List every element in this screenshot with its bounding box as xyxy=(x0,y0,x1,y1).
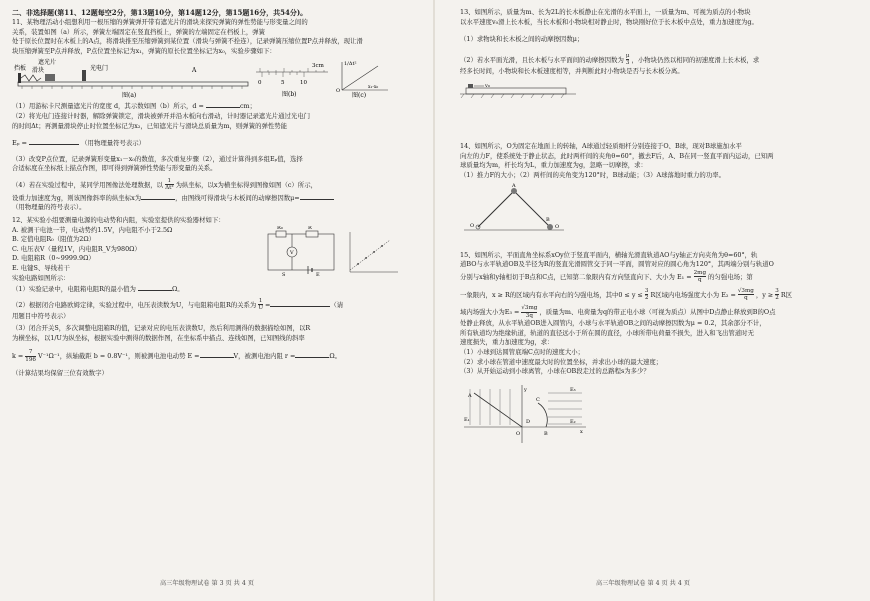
q14-figure xyxy=(460,183,570,235)
label-a: A xyxy=(468,392,472,399)
page-fold xyxy=(433,0,435,601)
q15-stem-line: 道BO与水平轨道OB及半径为R的竖直光滑圆管交于同一平面，圆管对应的圆心角为120°，其两端分别与轨道O xyxy=(460,260,774,269)
figure-a-apparatus xyxy=(12,58,252,98)
q13-stem-line: 13、如图所示，质量为m、长为2L的长木板静止在光滑的水平面上，一质量为m、可视为质点的小物块 xyxy=(460,8,751,16)
q15-stem-line: 处静止释放，从水平轨道OB进入圆管内，小球与水平轨道OB之间的动摩擦因数为μ = 0.2，其余部分不计， xyxy=(460,319,766,328)
q15-figure xyxy=(460,383,590,445)
fraction-mu-over-3: $\frac{\mu}{3}$ xyxy=(625,52,630,67)
label-plate: 挡板 xyxy=(14,65,27,73)
pipe-arc xyxy=(538,403,547,427)
q15-stem-line: 15、如图所示，平面直角坐标系xOy位于竖直平面内，横轴光滑直轨道AO与y轴正方向夹角为θ=60°，轨 xyxy=(460,250,758,259)
left-page xyxy=(0,0,432,601)
label-a: A xyxy=(512,182,516,189)
q12-stem: 12、某实验小组要测量电源的电动势和内阻，实验室提供的实验器材如下： xyxy=(12,215,225,224)
resistor-box-r xyxy=(306,231,318,237)
q15-sub: （1）小球到达圆管底端C点时的速度大小； xyxy=(460,347,584,356)
label-b: B xyxy=(544,430,548,437)
q13-figure xyxy=(460,78,580,100)
q11-step2-line: 的时间Δt；再测量滑块停止时位置坐标记为x₂，已知遮光片与滑块总质量为m，则弹簧的弹性势能 xyxy=(12,121,288,130)
label-r0: R₀ xyxy=(277,225,283,231)
q11-step4-c: 设重力加速度为g，则该图像斜率的纵坐标x为 ，由图线可得滑块与木板间的动摩擦因数μ= xyxy=(12,192,422,204)
rod-oa xyxy=(478,191,514,227)
fraction-e1: $\frac{2mg}{q}$ xyxy=(693,269,707,284)
resistor-r0 xyxy=(276,231,286,237)
graph-origin: O xyxy=(336,88,341,95)
q11-stem-line: 11、某物理活动小组想利用一根压缩的弹簧弹开带有遮光片的滑块来探究弹簧的弹性势能与形变量之间的 xyxy=(12,18,308,26)
q13-sub2-c: 经多长时间，小物块和长木板速度相等，并判断此时小物块是否与长木板分离。 xyxy=(460,66,684,75)
q13-sub2: （2）若水平面光滑，且长木板与水平面间的动摩擦因数为 $\frac{\mu}{3}$ ，小物块仍然以相同的初速度滑上长木板，求 xyxy=(460,52,760,67)
q12-items-row xyxy=(12,226,422,284)
question-15 xyxy=(460,251,858,445)
question-12 xyxy=(12,216,422,379)
fraction-e3: $\frac{√3mg}{3q}$ xyxy=(521,305,538,319)
q15-stem-line: 一象限内，x ≥ R的区域内有水平向右的匀强电场，其中0 ≤ y ≤ $\frac{3}{2}$ R区域内电场强度大小为 E₂ = $\frac{√3mg}{q}$ ，y ≥ $\frac{3}{2}$ R区 xyxy=(460,287,793,301)
field-lines-e2 xyxy=(548,393,582,424)
vernier-cm-label: 3cm xyxy=(312,63,324,70)
track-ao xyxy=(474,393,522,427)
answer-blank[interactable] xyxy=(141,192,175,200)
q13-sub1: （1）求物块和长木板之间的动摩擦因数μ； xyxy=(460,35,584,44)
q11-step4-e: （用物理量的符号表示）。 xyxy=(12,203,86,212)
q12-note: （计算结果均保留三位有效数字） xyxy=(12,369,108,378)
vernier-label-0: 0 xyxy=(258,80,262,87)
q11-stem-line: 关系，装置如图（a）所示，弹簧左端固定在竖直挡板上，弹簧的左端固定在档板上，弹簧 xyxy=(12,27,266,36)
q12-item: A. 被测干电池一节，电动势约1.5V，内电阻不小于2.5Ω xyxy=(12,225,173,234)
vernier-label-10: 10 xyxy=(300,80,307,87)
label-b: B xyxy=(546,216,550,223)
q15-stem-line: 分别与x轴和y轴相切于B点和C点，已知第二象限内有方向竖直向下、大小为 E₁ = $\frac{2mg}{q}$ 的匀强电场；第 xyxy=(460,269,753,284)
q13-stem-line: 以水平速度v₀滑上长木板，当长木板和小物块相对静止时，物块刚好位于长木板中点处，重力加速度为g。 xyxy=(460,17,758,26)
q11-stem-line: 块压缩弹簧至P点并释放，P点位置坐标记为x₁，弹簧的原长位置坐标记为x₀，实验步骤如下： xyxy=(12,46,276,55)
label-o: O xyxy=(470,222,475,229)
question-11 xyxy=(12,18,422,213)
ruler-ticks xyxy=(22,86,242,89)
circuit-diagram xyxy=(262,226,342,278)
answer-blank[interactable] xyxy=(206,100,240,108)
q15-stem-line: 所有轨道均为绝缘轨道，轨道的直径远小于所在圆的直径，小球所带电荷量不损失，进入和飞出管道时无 xyxy=(460,328,754,337)
graph-y-label: 1/Δt² xyxy=(344,61,357,68)
fig-c-caption: 图(c) xyxy=(352,92,367,99)
q15-stem-line: 域内场强大小为E₃ = $\frac{√3mg}{3q}$ ，质量为m、电荷量为q的带正电小球（可视为质点）从图中D点静止释放到B的O点 xyxy=(460,305,776,319)
label-o2: O xyxy=(555,223,560,230)
rod-ab xyxy=(514,191,550,227)
small-block-shape xyxy=(468,84,473,88)
q15-stem-line: 速度损失，重力加速度为g，求： xyxy=(460,338,554,347)
q14-stem-line: 球质量均为m，杆长均为L，重力加速度为g，忽略一切摩擦，求： xyxy=(460,161,647,170)
q12-item: C. 电压表V（量程1V，内电阻R_V为980Ω） xyxy=(12,244,141,253)
q11-step4: （4）若在实验过程中，某同学用图像法处理数据，以 $\frac{1}{\text{Δt²}}$ 为纵坐标，以x为横坐标得到图像如图（c）所示， xyxy=(12,177,317,192)
label-e: E xyxy=(316,271,320,278)
q12-item: D. 电阻箱R（0~9999.9Ω） xyxy=(12,254,95,263)
q12-graph xyxy=(342,226,402,278)
fraction-1-over-u: $\frac{1}{U}$ xyxy=(258,297,264,312)
fraction-e2: $\frac{√3mg}{q}$ xyxy=(737,287,754,301)
block-shape xyxy=(45,74,55,81)
fig-b-caption: 图(b) xyxy=(282,91,297,99)
label-r: R xyxy=(308,225,312,231)
board-shape xyxy=(18,82,248,86)
fig-a-caption: 图(a) xyxy=(122,92,137,99)
q11-figures xyxy=(12,58,422,98)
q15-sub: （3）从开始运动到小球离管，小球在OB段走过的总路程s为多少？ xyxy=(460,367,650,376)
answer-blank[interactable] xyxy=(29,137,79,145)
label-y: y xyxy=(524,386,527,393)
answer-blank[interactable] xyxy=(200,350,234,358)
q14-stem-line: 向左的力F，使系统处于静止状态，此时两杆间的夹角θ=60°，撤去F后，A、B在同一竖直平面内运动，已知两 xyxy=(460,151,774,160)
q12-proc2: （2）根据闭合电路欧姆定律，实验过程中，电压表读数为U，与电阻箱电阻R的关系为 $\frac{1}{U}$ = （请 xyxy=(12,297,344,312)
label-d: D xyxy=(526,418,531,425)
graph-x-label: x₁-x₀ xyxy=(368,85,379,91)
q12-proc-title: 实验电路如图所示： xyxy=(12,273,70,282)
figure-b-vernier xyxy=(252,58,332,98)
plate-shape xyxy=(18,73,21,83)
label-v0: v₀ xyxy=(485,83,490,90)
q12-proc2-c: 用题目中符号表示） xyxy=(12,311,70,320)
right-page xyxy=(436,0,870,601)
question-14 xyxy=(460,142,858,234)
footer-left: 高三年级物理试卷 第 3 页 共 4 页 xyxy=(160,580,254,587)
long-board-shape xyxy=(466,88,566,94)
vernier-sub-ticks xyxy=(262,72,304,77)
fraction-3-over-2: $\frac{3}{2}$ xyxy=(644,287,649,301)
fraction-3-over-2b: $\frac{3}{2}$ xyxy=(775,287,779,301)
q11-step3-line: 合适标度在坐标纸上描点作图，即可得到弹簧弹性势能与形变量的关系。 xyxy=(12,164,217,173)
answer-blank[interactable] xyxy=(300,192,334,200)
fraction-k: $\frac{7}{196}$ xyxy=(25,349,36,363)
figure-c-graph xyxy=(332,58,392,98)
q15-sub: （2）求小球在管道中速度最大时的位置坐标，并求出小球的最大速度； xyxy=(460,357,663,366)
q14-stem-line: （1）推力F的大小；（2）两杆间的夹角变为120°时，B球动能；（3）A球落地时重力的功率。 xyxy=(460,170,725,179)
label-e3: E₃ xyxy=(570,386,576,393)
label-v: V xyxy=(290,249,294,256)
q11-step3-line: （3）改变P点位置，记录弹簧形变量x₁－x₀的数值，多次重复步骤（2），通过计算得到多组Eₚ值，选择 xyxy=(12,154,303,163)
q11-stem-line: 处于原长位置时在木板上的A点，将滑块推至压缩弹簧到某位置（滑块与弹簧不拴连），记录弹簧压缩位置P点并释放，现让滑 xyxy=(12,37,363,46)
q12-item: E. 电键S、导线若干 xyxy=(12,263,70,272)
label-s: S xyxy=(282,271,286,278)
answer-blank[interactable] xyxy=(295,350,329,358)
label-block: 滑块 xyxy=(32,67,45,75)
ball-b xyxy=(547,224,553,230)
label-point-a: A xyxy=(192,67,197,75)
answer-blank[interactable] xyxy=(270,299,330,307)
label-x: x xyxy=(580,428,583,435)
question-13 xyxy=(460,8,858,100)
label-shade: 遮光片 xyxy=(38,59,57,67)
footer-right: 高三年级物理试卷 第 4 页 共 4 页 xyxy=(596,580,690,587)
q11-step2-answer: Eₚ = （用物理量符号表示） xyxy=(12,139,146,148)
vernier-label-5: 5 xyxy=(281,80,285,87)
q12-item: B. 定值电阻R₀（阻值为2Ω） xyxy=(12,235,96,244)
label-e1: E₁ xyxy=(464,416,470,423)
answer-blank[interactable] xyxy=(138,283,172,291)
spring-shape xyxy=(21,75,41,81)
fraction-1-over-dt2: $\frac{1}{\text{Δt²}}$ xyxy=(165,177,174,192)
q14-stem-line: 14、如图所示，O为固定在地面上的转轴，A球通过轻质细杆分别连接于O、B球，现对B球施加水平 xyxy=(460,142,742,151)
q12-proc3: （3）闭合开关S，多次调整电阻箱R的值，记录对应的电压表读数U，然后利用测得的数据描绘如图，以R xyxy=(12,324,311,333)
label-o: O xyxy=(516,430,521,437)
q12-proc3-k: k = $\frac{7}{196}$ V⁻¹Ω⁻¹，纵轴截距 b = 0.8V⁻¹，则被测电池电动势 E = V，被测电池内阻 r = Ω。 xyxy=(12,349,342,363)
label-gate: 光电门 xyxy=(90,65,109,73)
q12-proc3-b: 为横坐标，以1/U为纵坐标，根据实验中测得的数据作图，在坐标系中描点、连线如图，已知图线的斜率 xyxy=(12,333,305,342)
q11-step1: （1）用游标卡尺测量遮光片的宽度 d，其示数如图（b）所示，d = cm； xyxy=(12,102,256,111)
label-c: C xyxy=(536,396,540,403)
q12-items xyxy=(12,226,262,284)
gate-shape xyxy=(82,70,86,81)
label-e2: E₂ xyxy=(570,418,576,425)
q11-step2-line: （2）将光电门连接计时器，解除弹簧锁定，滑块被弹开并沿木板向右滑动，计时器记录遮光片通过光电门 xyxy=(12,111,311,120)
q12-proc1: （1）实验记录中，电阻箱电阻R的最小值为 Ω。 xyxy=(12,285,184,294)
section-title: 二、非选择题(第11、12题每空2分，第13题10分，第14题12分，第15题16分，共54分)。 xyxy=(12,8,308,17)
